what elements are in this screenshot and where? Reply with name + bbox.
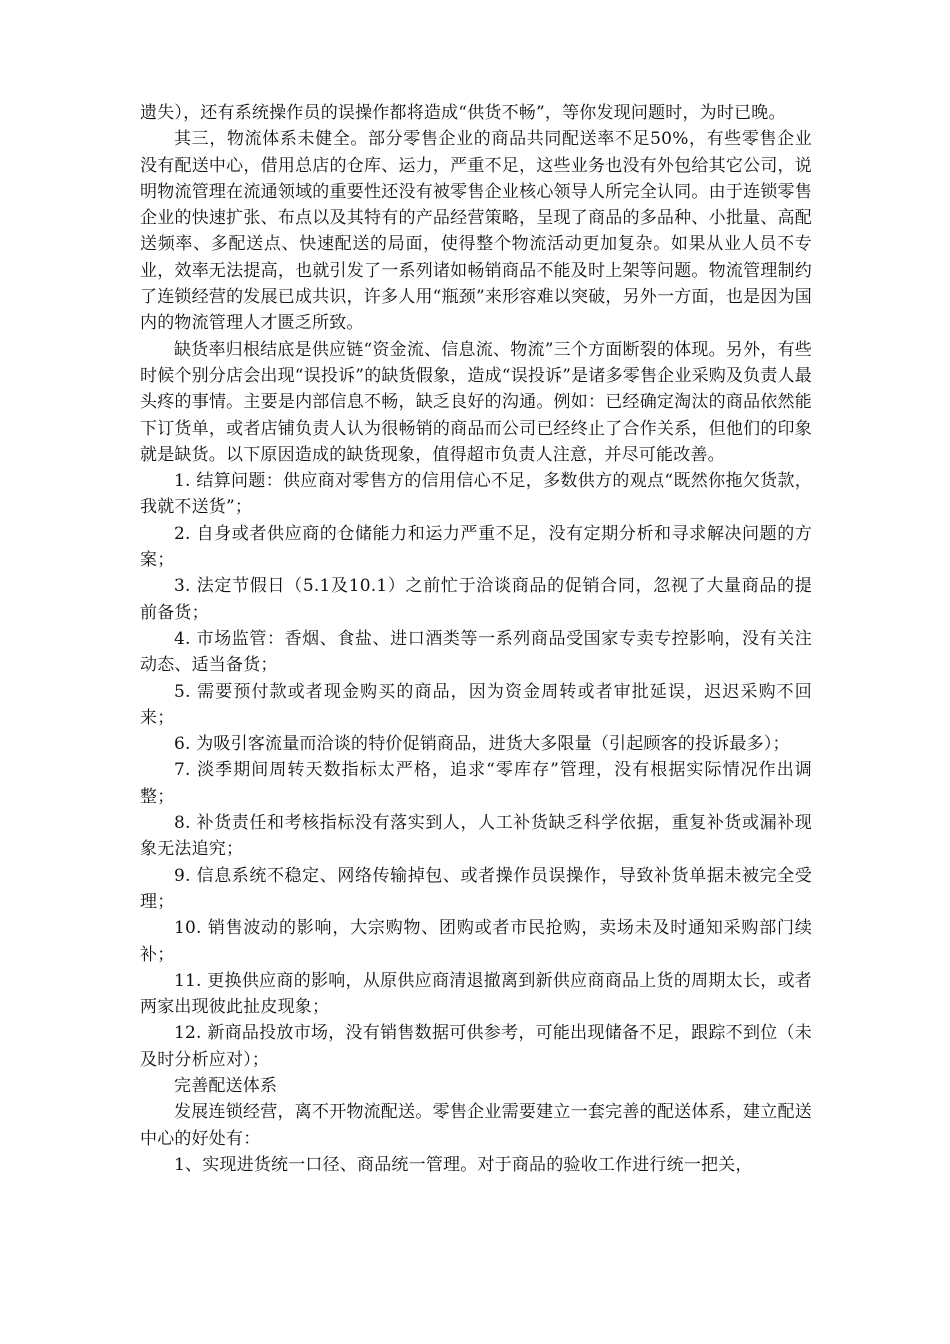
list-item-10: 10. 销售波动的影响，大宗购物、团购或者市民抢购，卖场未及时通知采购部门续补； xyxy=(140,918,812,965)
list-item-3: 3. 法定节假日（5.1及10.1）之前忙于洽谈商品的促销合同，忽视了大量商品的提前备货； xyxy=(140,576,812,623)
list-item-7: 7. 淡季期间周转天数指标太严格，追求“零库存”管理，没有根据实际情况作出调整； xyxy=(140,760,812,807)
list-item-12: 12. 新商品投放市场，没有销售数据可供参考，可能出现储备不足，跟踪不到位（未及时分析应对）； xyxy=(140,1023,812,1070)
list-item-1: 1. 结算问题：供应商对零售方的信用信心不足，多数供方的观点“既然你拖欠货款，我就不送货”； xyxy=(140,471,812,518)
paragraph-continuation: 遗失），还有系统操作员的误操作都将造成“供货不畅”，等你发现问题时，为时已晚。 xyxy=(140,103,786,123)
list-item-2: 2. 自身或者供应商的仓储能力和运力严重不足，没有定期分析和寻求解决问题的方案； xyxy=(140,523,812,571)
paragraph-logistics-system: 其三，物流体系未健全。部分零售企业的商品共同配送率不足50%，有些零售企业没有配送中心，借用总店的仓库、运力，严重不足，这些业务也没有外包给其它公司，说明物流管理在流通领域的重要性还没有被零售企业核心领导人所完全认同。由于连锁零售企业的快速扩张、布点以及其特有的产品经营策略，呈现了商品的多品种、小批量、高配送频率、多配送点、快速配送的局面，使得整个物流活动更加复杂。如果从业人员不专业，效率无法提高，也就引发了一系列诸如畅销商品不能及时上架等问题。物流管理制约了连锁经营的发展已成共识，许多人用“瓶颈”来形容难以突破，另外一方面，也是因为国内的物流管理人才匮乏所致。 xyxy=(140,129,812,334)
list-item-5: 5. 需要预付款或者现金购买的商品，因为资金周转或者审批延误，迟迟采购不回来； xyxy=(140,681,812,728)
document-body xyxy=(140,100,812,1178)
list-item-8: 8. 补货责任和考核指标没有落实到人，人工补货缺乏科学依据，重复补货或漏补现象无法追究； xyxy=(140,813,812,860)
section-heading: 完善配送体系 xyxy=(174,1075,278,1096)
list-item-9: 9. 信息系统不稳定、网络传输掉包、或者操作员误操作，导致补货单据未被完全受理； xyxy=(140,865,812,912)
list-item-11: 11. 更换供应商的影响，从原供应商清退撤离到新供应商商品上货的周期太长，或者两家出现彼此扯皮现象； xyxy=(140,970,812,1018)
list-item-6: 6. 为吸引客流量而洽谈的特价促销商品，进货大多限量（引起顾客的投诉最多）； xyxy=(174,734,790,755)
paragraph-distribution-intro: 发展连锁经营，离不开物流配送。零售企业需要建立一套完善的配送体系，建立配送中心的好处有： xyxy=(140,1102,812,1149)
paragraph-benefit-1: 1、实现进货统一口径、商品统一管理。对于商品的验收工作进行统一把关， xyxy=(174,1154,753,1175)
list-item-4: 4. 市场监管：香烟、食盐、进口酒类等一系列商品受国家专卖专控影响，没有关注动态、适当备货； xyxy=(140,628,812,676)
paragraph-stockout-rate: 缺货率归根结底是供应链“资金流、信息流、物流”三个方面断裂的体现。另外，有些时候个别分店会出现“误投诉”的缺货假象，造成“误投诉”是诸多零售企业采购及负责人最头疼的事情。主要是内部信息不畅，缺乏良好的沟通。例如：已经确定淘汰的商品依然能下订货单，或者店铺负责人认为很畅销的商品而公司已经终止了合作关系，但他们的印象就是缺货。以下原因造成的缺货现象，值得超市负责人注意，并尽可能改善。 xyxy=(140,339,812,465)
